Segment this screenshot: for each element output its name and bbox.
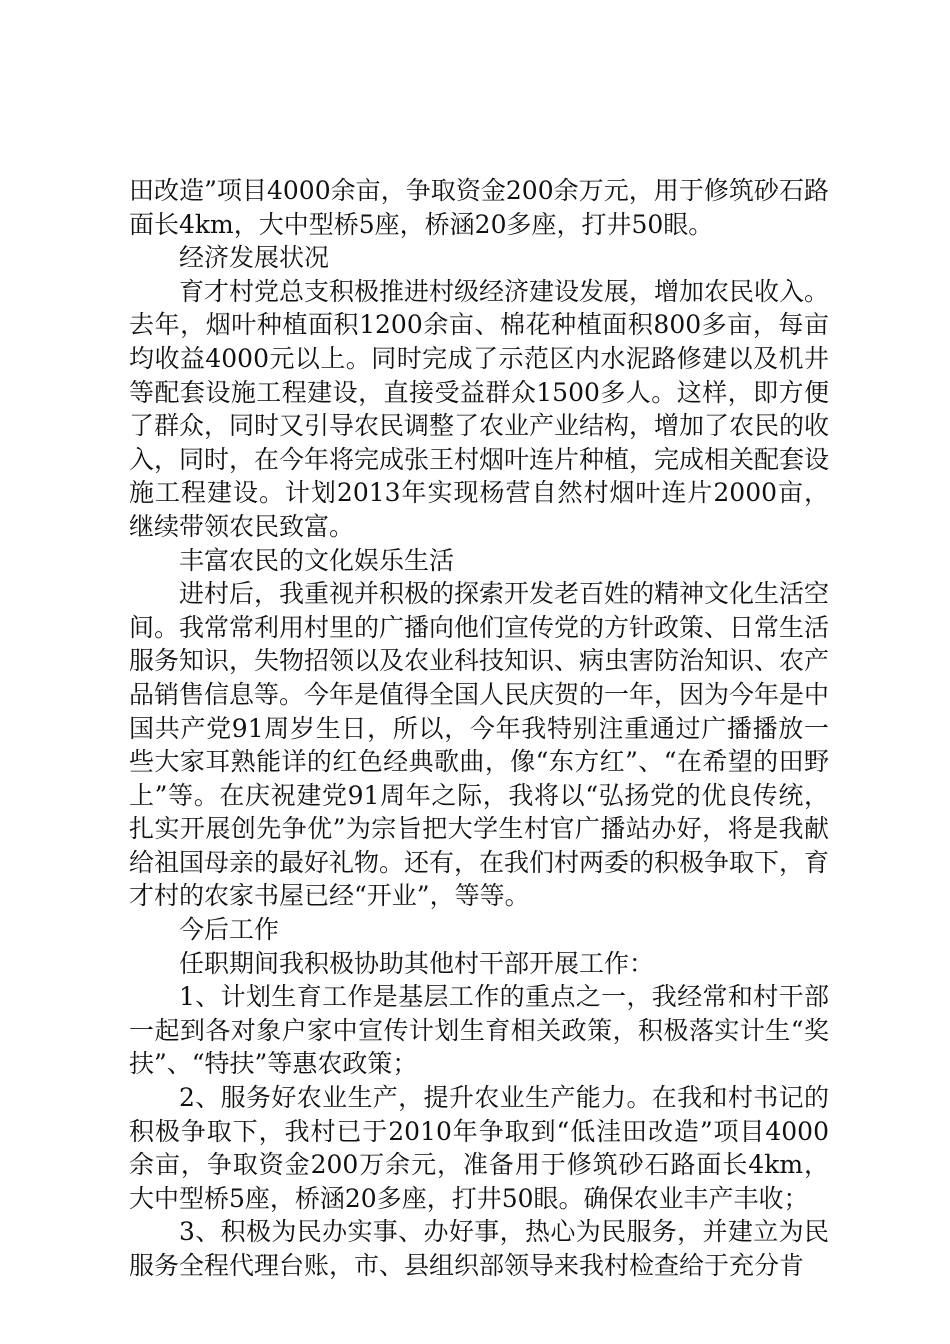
paragraph-economy: 育才村党总支积极推进村级经济建设发展，增加农民收入。去年，烟叶种植面积1200余亩、棉花种植面积800多亩，每亩均收益4000元以上。同时完成了示范区内水泥路修建以及机井等配套设施工程建设，直接受益群众1500多人。这样，即方便了群众，同时又引导农民调整了农业产业结构，增加了农民的收入，同时，在今年将完成张王村烟叶连片种植，完成相关配套设施工程建设。计划2013年实现杨营自然村烟叶连片2000亩，继续带领农民致富。 bbox=[129, 276, 830, 541]
list-item-family-planning: 1、计划生育工作是基层工作的重点之一，我经常和村干部一起到各对象户家中宣传计划生育相关政策，积极落实计生“奖扶”、“特扶”等惠农政策； bbox=[129, 982, 829, 1079]
section-heading-future-work: 今后工作 bbox=[179, 915, 280, 945]
section-heading-culture: 丰富农民的文化娱乐生活 bbox=[179, 545, 455, 575]
paragraph-culture: 进村后，我重视并积极的探索开发老百姓的精神文化生活空间。我常常利用村里的广播向他们宣传党的方针政策、日常生活服务知识，失物招领以及农业科技知识、病虫害防治知识、农产品销售信息等。今年是值得全国人民庆贺的一年，因为今年是中国共产党91周岁生日，所以，今年我特别注重通过广播播放一些大家耳熟能详的红色经典歌曲，像“东方红”、“在希望的田野上”等。在庆祝建党91周年之际，我将以“弘扬党的优良传统，扎实开展创先争优”为宗旨把大学生村官广播站办好，将是我献给祖国母亲的最好礼物。还有，在我们村两委的积极争取下，育才村的农家书屋已经“开业”，等等。 bbox=[129, 579, 830, 911]
section-heading-economy: 经济发展状况 bbox=[179, 243, 330, 273]
list-item-service: 3、积极为民办实事、办好事，热心为民服务，并建立为民服务全程代理台账，市、县组织部领导来我村检查给于充分肯 bbox=[129, 1217, 829, 1280]
list-item-agriculture: 2、服务好农业生产，提升农业生产能力。在我和村书记的积极争取下，我村已于2010年争取到“低洼田改造”项目4000余亩，争取资金200万余元，准备用于修筑砂石路面长4km，大中型桥5座，桥涵20多座，打井50眼。确保农业丰产丰收； bbox=[129, 1083, 829, 1213]
document-body bbox=[129, 174, 829, 1283]
paragraph-future-intro: 任职期间我积极协助其他村干部开展工作： bbox=[179, 948, 655, 978]
paragraph-continuation: 田改造”项目4000余亩，争取资金200余万元，用于修筑砂石路面长4km，大中型桥5座，桥涵20多座，打井50眼。 bbox=[129, 176, 829, 239]
